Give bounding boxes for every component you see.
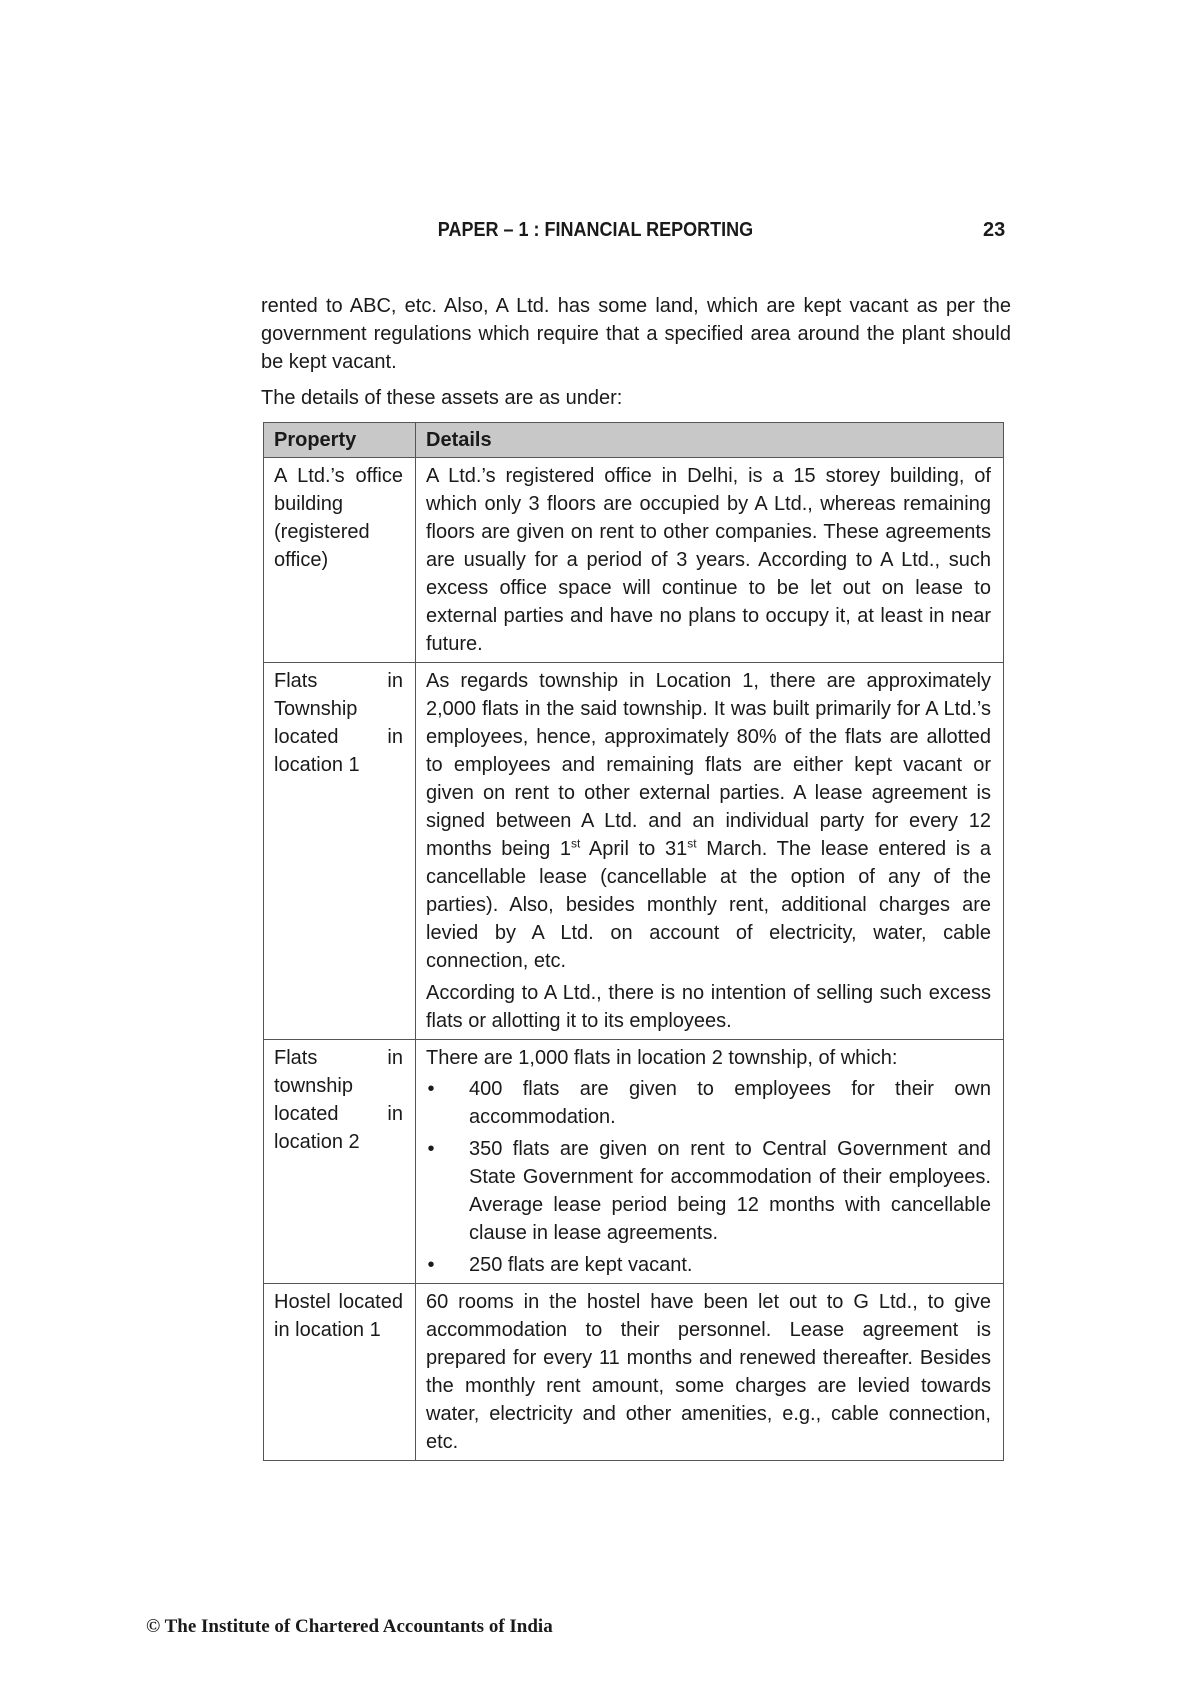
- details-text-part: March. The lease entered is a cancellable lease (cancellable at the option of any of the parties). Also, besides monthly rent, additional charges are levied by A Ltd. on account of electricity, water, cable connection, etc.: [426, 838, 991, 972]
- property-cell: Flats in township located in location 2: [264, 1040, 416, 1284]
- details-cell: [416, 663, 1004, 1040]
- details-text: 60 rooms in the hostel have been let out to G Ltd., to give accommodation to their personnel. Lease agreement is prepared for every 11 months and renewed thereafter. Besides the monthly rent amount, some charges are levied towards water, electricity and other amenities, e.g., cable connection, etc.: [426, 1291, 991, 1453]
- property-cell: Hostel located in location 1: [264, 1284, 416, 1461]
- table-row: [264, 663, 1004, 1040]
- details-text: A Ltd.’s registered office in Delhi, is a 15 storey building, of which only 3 floors are occupied by A Ltd., whereas remaining floors are given on rent to other companies. These agreements are usually for a period of 3 years. According to A Ltd., such excess office space will continue to be let out on lease to external parties and have no plans to occupy it, at least in near future.: [426, 465, 991, 655]
- details-cell: [416, 1284, 1004, 1461]
- bullet-icon: •: [427, 1138, 435, 1160]
- intro-paragraph: rented to ABC, etc. Also, A Ltd. has some land, which are kept vacant as per the government regulations which require that a specified area around the plant should be kept vacant.: [261, 295, 1011, 373]
- table-row: [264, 1284, 1004, 1461]
- column-header-details: Details: [416, 423, 1004, 458]
- table-row: [264, 458, 1004, 663]
- lead-in-text: The details of these assets are as under:: [261, 387, 623, 409]
- ordinal-superscript: st: [571, 836, 581, 851]
- details-text: There are 1,000 flats in location 2 township, of which:: [426, 1047, 898, 1069]
- assets-table: [263, 422, 1004, 1461]
- list-item: [426, 1251, 991, 1279]
- ordinal-superscript: st: [687, 836, 697, 851]
- page-number: 23: [983, 219, 1006, 241]
- details-cell: [416, 1040, 1004, 1284]
- bullet-icon: •: [427, 1078, 435, 1100]
- copyright-footer: © The Institute of Chartered Accountants of India: [146, 1616, 553, 1637]
- table-row: [264, 1040, 1004, 1284]
- details-text-part: April to 31: [580, 838, 688, 860]
- list-item-text: 400 flats are given to employees for their own accommodation.: [469, 1078, 991, 1128]
- bullet-list: [426, 1075, 991, 1279]
- column-header-property: Property: [264, 423, 416, 458]
- page-header-title: PAPER – 1 : FINANCIAL REPORTING: [437, 219, 754, 241]
- details-text: According to A Ltd., there is no intention of selling such excess flats or allotting it to its employees.: [426, 982, 991, 1032]
- details-text-part: As regards township in Location 1, there are approximately 2,000 flats in the said township. It was built primarily for A Ltd.’s employees, hence, approximately 80% of the flats are allotted to employees and remaining flats are either kept vacant or given on rent to other external parties. A lease agreement is signed between A Ltd. and an individual party for every 12 months being 1: [426, 670, 991, 860]
- details-text: [426, 667, 991, 975]
- list-item-text: 250 flats are kept vacant.: [469, 1254, 693, 1276]
- list-item-text: 350 flats are given on rent to Central Government and State Government for accommodation of their employees. Average lease period being 12 months with cancellable clause in lease agreements.: [469, 1138, 991, 1244]
- list-item: [426, 1075, 991, 1131]
- property-cell: A Ltd.’s office building (registered office): [264, 458, 416, 663]
- property-cell: Flats in Township located in location 1: [264, 663, 416, 1040]
- list-item: [426, 1135, 991, 1247]
- table-header-row: [264, 423, 1004, 458]
- details-cell: [416, 458, 1004, 663]
- bullet-icon: •: [427, 1254, 435, 1276]
